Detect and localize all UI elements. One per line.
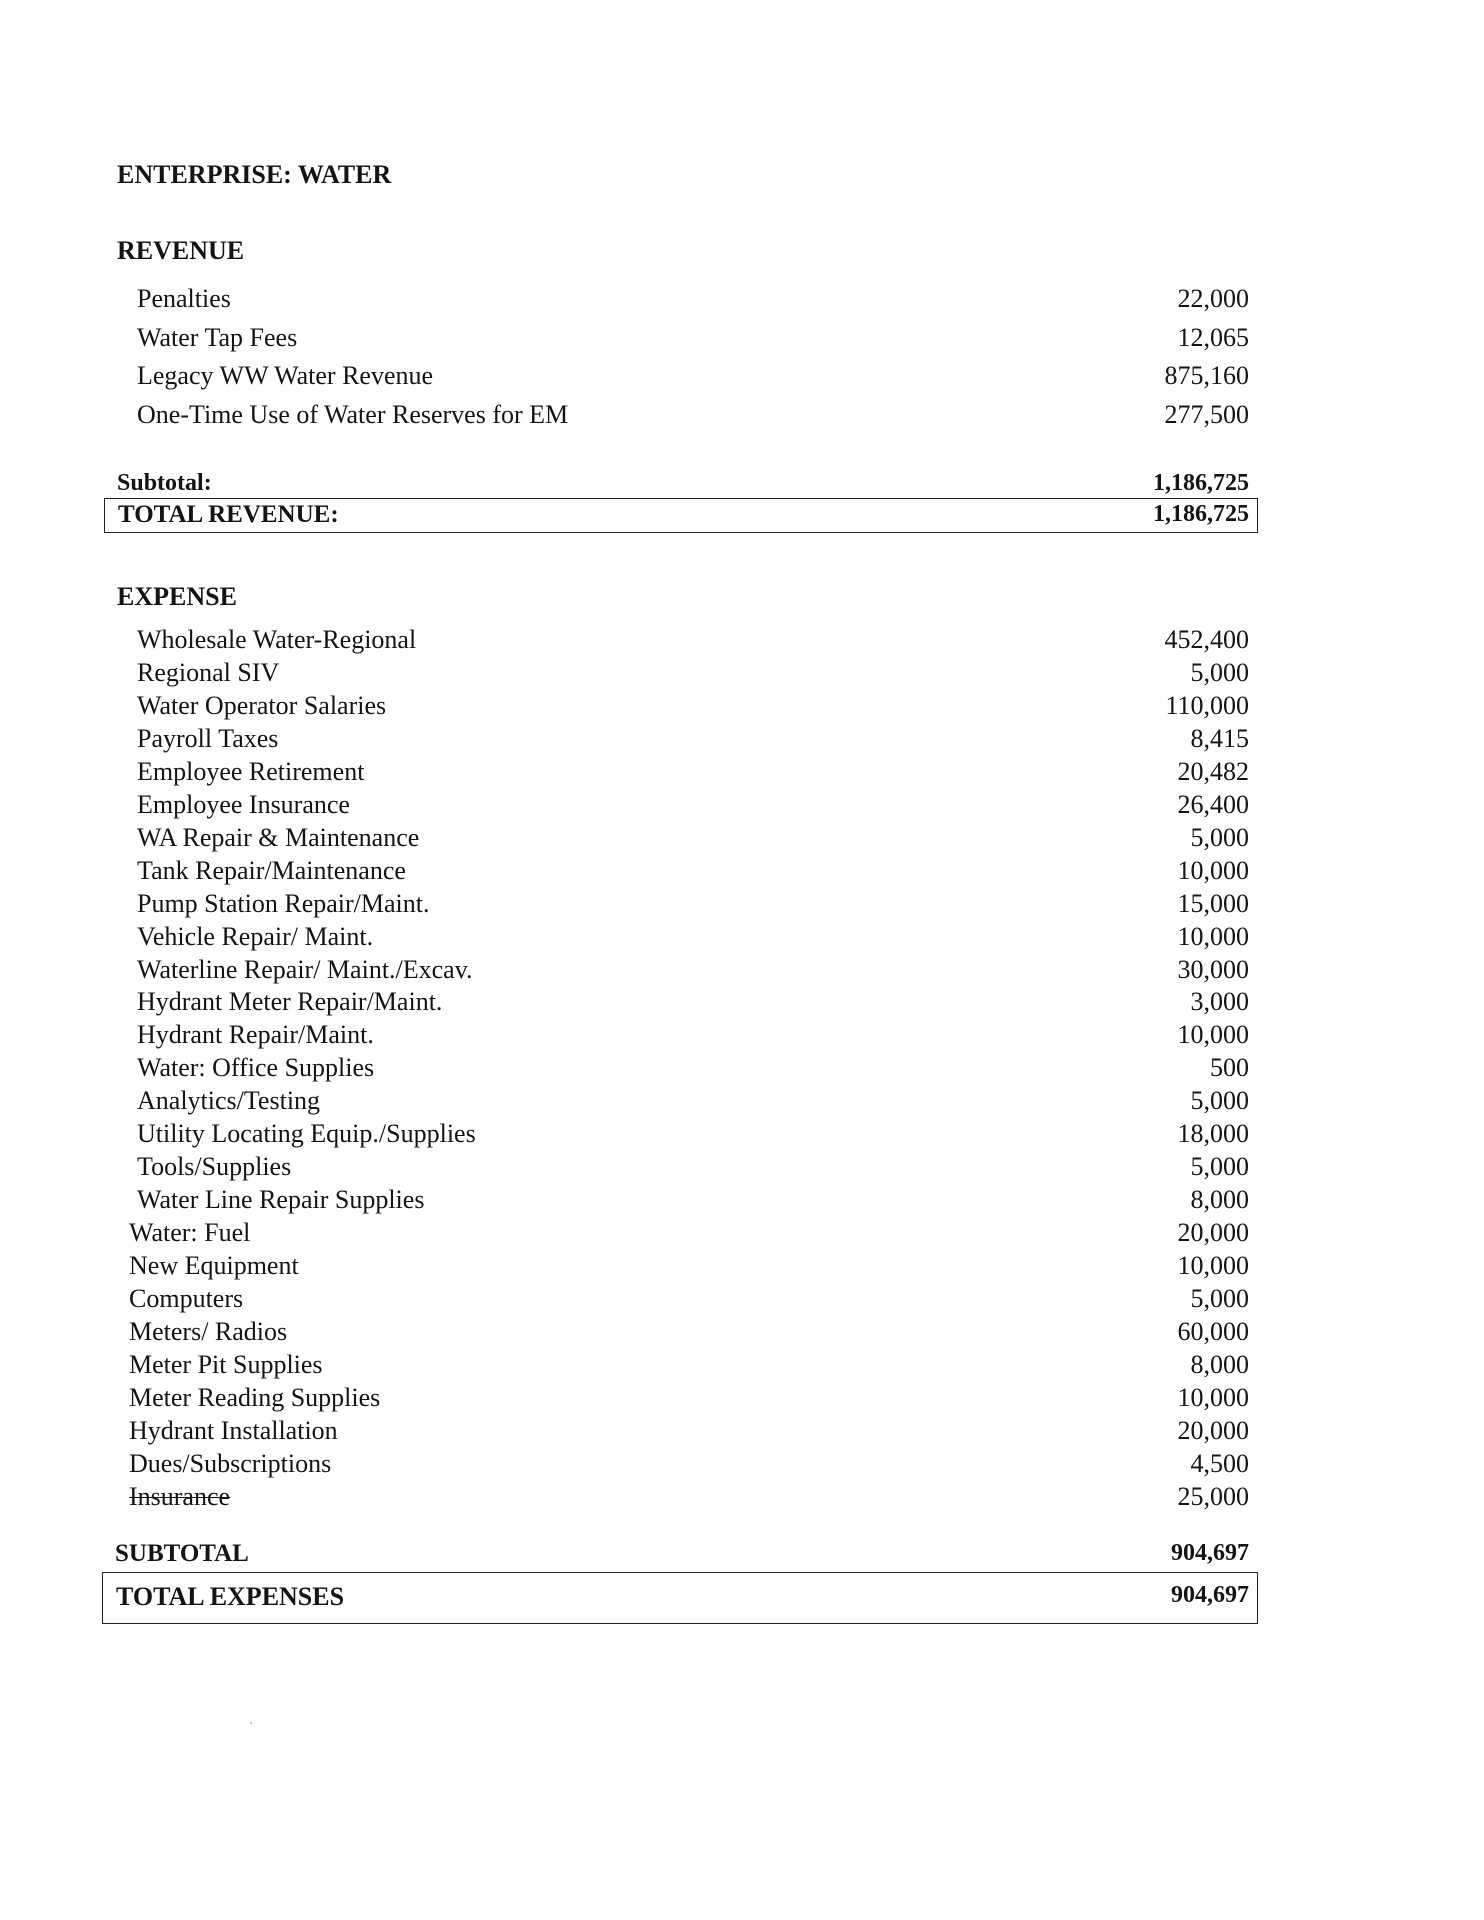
- revenue-item-value: 22,000: [1177, 284, 1249, 313]
- expense-item: [0, 790, 1484, 822]
- expense-item: [0, 1284, 1484, 1316]
- revenue-item-label: One-Time Use of Water Reserves for EM: [137, 399, 569, 429]
- expense-item-label: Employee Insurance: [137, 789, 350, 819]
- revenue-subtotal-label: Subtotal:: [117, 470, 212, 496]
- expense-item-value: 15,000: [1177, 888, 1249, 918]
- expense-item: [0, 823, 1484, 855]
- expense-item-label: Pump Station Repair/Maint.: [137, 888, 430, 918]
- expense-item: [0, 922, 1484, 954]
- expense-item: [0, 1020, 1484, 1052]
- expense-item-value: 4,500: [1190, 1448, 1249, 1478]
- expense-item-value: 10,000: [1177, 1020, 1249, 1050]
- expense-item-value: 25,000: [1177, 1481, 1249, 1511]
- expense-subtotal-value: 904,697: [1171, 1540, 1249, 1566]
- expense-item: [0, 658, 1484, 690]
- expense-item-value: 3,000: [1190, 987, 1249, 1017]
- revenue-item-value: 875,160: [1164, 361, 1249, 390]
- expense-item: [0, 757, 1484, 789]
- expense-item-value: 5,000: [1190, 822, 1249, 852]
- expense-item: [0, 1053, 1484, 1085]
- expense-item-value: 10,000: [1177, 1251, 1249, 1281]
- total-expenses-row: [0, 1582, 1484, 1614]
- expense-item-value: 5,000: [1190, 1086, 1249, 1116]
- expense-item-label: Water: Fuel: [129, 1218, 251, 1248]
- revenue-item-label: Water Tap Fees: [137, 322, 298, 352]
- expense-item-value: 20,000: [1177, 1218, 1249, 1248]
- expense-item: [0, 1383, 1484, 1415]
- expense-item-value: 10,000: [1177, 855, 1249, 885]
- expense-item-label: Water Line Repair Supplies: [137, 1185, 425, 1215]
- expense-item-label: Tools/Supplies: [137, 1152, 292, 1182]
- expense-subtotal-row: [0, 1540, 1484, 1572]
- expense-item-label: Waterline Repair/ Maint./Excav.: [137, 954, 473, 984]
- expense-item-value: 60,000: [1177, 1316, 1249, 1346]
- total-expenses-value: 904,697: [1171, 1582, 1249, 1608]
- revenue-heading: REVENUE: [117, 236, 245, 265]
- revenue-item: [0, 323, 1484, 355]
- expense-item: [0, 1086, 1484, 1118]
- expense-item-label: Regional SIV: [137, 657, 280, 687]
- revenue-item: [0, 284, 1484, 316]
- expense-item-label: Wholesale Water-Regional: [137, 625, 417, 654]
- total-expenses-label: TOTAL EXPENSES: [116, 1582, 345, 1611]
- expense-item: [0, 1218, 1484, 1250]
- expense-item-label: Meter Reading Supplies: [129, 1382, 381, 1412]
- expense-item-label: Insurance: [129, 1481, 231, 1511]
- expense-subtotal-label: SUBTOTAL: [115, 1540, 249, 1567]
- expense-item: [0, 955, 1484, 987]
- expense-item: [0, 856, 1484, 888]
- expense-item-value: 8,000: [1190, 1349, 1249, 1379]
- expense-item-value: 30,000: [1177, 954, 1249, 984]
- expense-item: [0, 691, 1484, 723]
- expense-item-label: WA Repair & Maintenance: [137, 822, 420, 852]
- expense-item-value: 10,000: [1177, 921, 1249, 951]
- expense-item-label: Hydrant Meter Repair/Maint.: [137, 987, 443, 1017]
- expense-heading: EXPENSE: [117, 582, 237, 611]
- expense-item-value: 26,400: [1177, 789, 1249, 819]
- expense-item-value: 20,482: [1177, 756, 1249, 786]
- expense-item-label: New Equipment: [129, 1251, 299, 1281]
- expense-item: [0, 1152, 1484, 1184]
- expense-item: [0, 724, 1484, 756]
- expense-item-value: 5,000: [1190, 1152, 1249, 1182]
- expense-item-label: Hydrant Installation: [129, 1415, 338, 1445]
- expense-item-value: 5,000: [1190, 657, 1249, 687]
- expense-item: [0, 1482, 1484, 1514]
- expense-item: [0, 1317, 1484, 1349]
- total-revenue-label: TOTAL REVENUE:: [118, 501, 339, 528]
- expense-item-label: Analytics/Testing: [137, 1086, 321, 1116]
- expense-item: [0, 1185, 1484, 1217]
- revenue-item: [0, 361, 1484, 393]
- revenue-item: [0, 400, 1484, 432]
- expense-item-value: 500: [1210, 1053, 1249, 1083]
- expense-item-label: Computers: [129, 1284, 244, 1313]
- expense-item-label: Tank Repair/Maintenance: [137, 855, 406, 885]
- expense-item-value: 452,400: [1164, 625, 1249, 654]
- expense-item: [0, 1350, 1484, 1382]
- expense-item: [0, 987, 1484, 1019]
- expense-item-label: Vehicle Repair/ Maint.: [137, 921, 374, 951]
- expense-item-value: 10,000: [1177, 1382, 1249, 1412]
- expense-item-label: Water Operator Salaries: [137, 690, 387, 720]
- expense-item-label: Water: Office Supplies: [137, 1053, 375, 1083]
- revenue-item-value: 12,065: [1177, 322, 1249, 352]
- expense-item-label: Meters/ Radios: [129, 1316, 288, 1346]
- expense-item-label: Employee Retirement: [137, 756, 365, 786]
- page-title: ENTERPRISE: WATER: [117, 160, 392, 189]
- scan-speck: [250, 1722, 252, 1724]
- expense-item-value: 8,000: [1190, 1185, 1249, 1215]
- revenue-item-value: 277,500: [1164, 399, 1249, 429]
- revenue-subtotal-value: 1,186,725: [1153, 470, 1249, 496]
- expense-item: [0, 1119, 1484, 1151]
- total-revenue-row: [0, 501, 1484, 533]
- revenue-item-label: Legacy WW Water Revenue: [137, 361, 434, 390]
- total-revenue-value: 1,186,725: [1153, 501, 1249, 527]
- expense-item-value: 110,000: [1165, 690, 1249, 720]
- expense-item: [0, 889, 1484, 921]
- expense-item-label: Hydrant Repair/Maint.: [137, 1020, 374, 1050]
- expense-item-value: 8,415: [1190, 723, 1249, 753]
- expense-item-label: Dues/Subscriptions: [129, 1448, 332, 1478]
- expense-item-value: 20,000: [1177, 1415, 1249, 1445]
- expense-item-label: Utility Locating Equip./Supplies: [137, 1119, 476, 1149]
- expense-item: [0, 1251, 1484, 1283]
- expense-item: [0, 625, 1484, 657]
- expense-item: [0, 1449, 1484, 1481]
- expense-item-value: 18,000: [1177, 1119, 1249, 1149]
- revenue-item-label: Penalties: [137, 284, 231, 313]
- expense-item-value: 5,000: [1190, 1284, 1249, 1313]
- expense-item-label: Meter Pit Supplies: [129, 1349, 323, 1379]
- expense-item-label: Payroll Taxes: [137, 723, 279, 753]
- expense-item: [0, 1416, 1484, 1448]
